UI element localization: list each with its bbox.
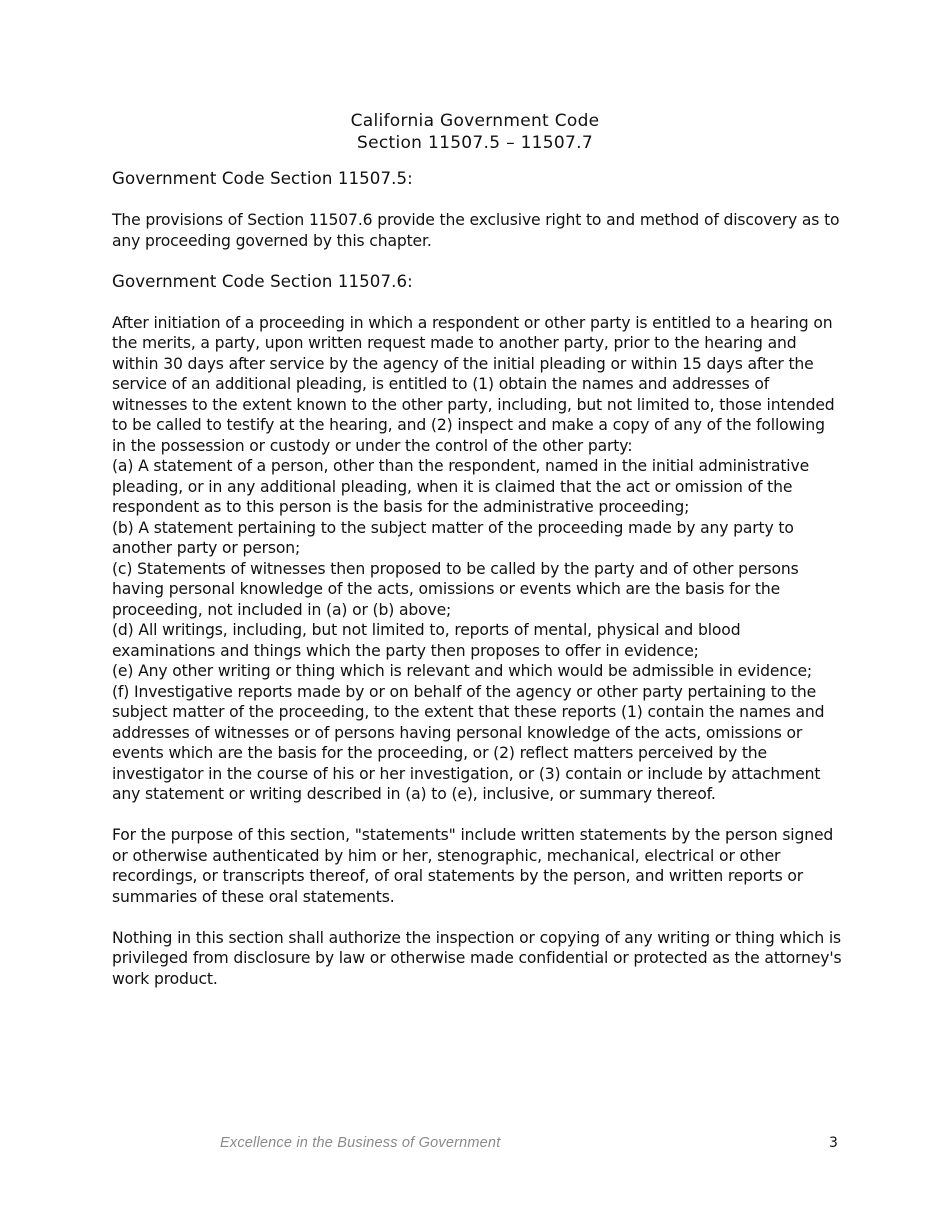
privilege-paragraph: Nothing in this section shall authorize the inspection or copying of any writing or thing which is privileged from disclosure by law or otherwise made confidential or protected as the attorney's work product. xyxy=(112,928,842,988)
list-item-b: (b) A statement pertaining to the subject matter of the proceeding made by any party to another party or person; xyxy=(112,518,794,557)
list-item-e: (e) Any other writing or thing which is relevant and which would be admissible in evidence; xyxy=(112,662,813,680)
statements-definition-paragraph: For the purpose of this section, "statements" include written statements by the person signed or otherwise authenticated by him or her, stenographic, mechanical, electrical or other recordings, or transcripts thereof, of oral statements by the person, and written reports or summaries of these oral statements. xyxy=(112,826,834,906)
section-heading-11507-6: Government Code Section 11507.6: xyxy=(112,271,413,291)
footer-tagline: Excellence in the Business of Government xyxy=(220,1135,501,1151)
title-line-1: California Government Code xyxy=(350,111,600,131)
document-body xyxy=(112,169,842,1010)
section-11507-5-text: The provisions of Section 11507.6 provide the exclusive right to and method of discovery as to any proceeding governed by this chapter. xyxy=(112,211,840,250)
list-item-d: (d) All writings, including, but not limited to, reports of mental, physical and blood examinations and things which the party then proposes to offer in evidence; xyxy=(112,621,741,660)
document-title xyxy=(0,110,950,154)
list-item-c: (c) Statements of witnesses then proposed to be called by the party and of other persons having personal knowledge of the acts, omissions or events which are the basis for the proceeding, not included in (a) or (b) above; xyxy=(112,559,799,619)
section-11507-6-intro: After initiation of a proceeding in which a respondent or other party is entitled to a hearing on the merits, a party, upon written request made to another party, prior to the hearing and within 30 days after service by the agency of the initial pleading or within 15 days after the service of an additional pleading, is entitled to (1) obtain the names and addresses of witnesses to the extent known to the other party, including, but not limited to, those intended to be called to testify at the hearing, and (2) inspect and make a copy of any of the following in the possession or custody or under the control of the other party: xyxy=(112,313,835,455)
section-11507-6-body xyxy=(112,313,842,805)
list-item-f: (f) Investigative reports made by or on behalf of the agency or other party pertaining to the subject matter of the proceeding, to the extent that these reports (1) contain the names and addresses of witnesses or of persons having personal knowledge of the acts, omissions or events which are the basis for the proceeding, or (2) reflect matters perceived by the investigator in the course of his or her investigation, or (3) contain or include by attachment any statement or writing described in (a) to (e), inclusive, or summary thereof. xyxy=(112,682,825,803)
list-item-a: (a) A statement of a person, other than the respondent, named in the initial administrative pleading, or in any additional pleading, when it is claimed that the act or omission of the respondent as to this person is the basis for the administrative proceeding; xyxy=(112,457,810,516)
title-line-2: Section 11507.5 – 11507.7 xyxy=(357,133,593,153)
section-heading-11507-5: Government Code Section 11507.5: xyxy=(112,169,413,188)
page-number: 3 xyxy=(829,1135,838,1151)
